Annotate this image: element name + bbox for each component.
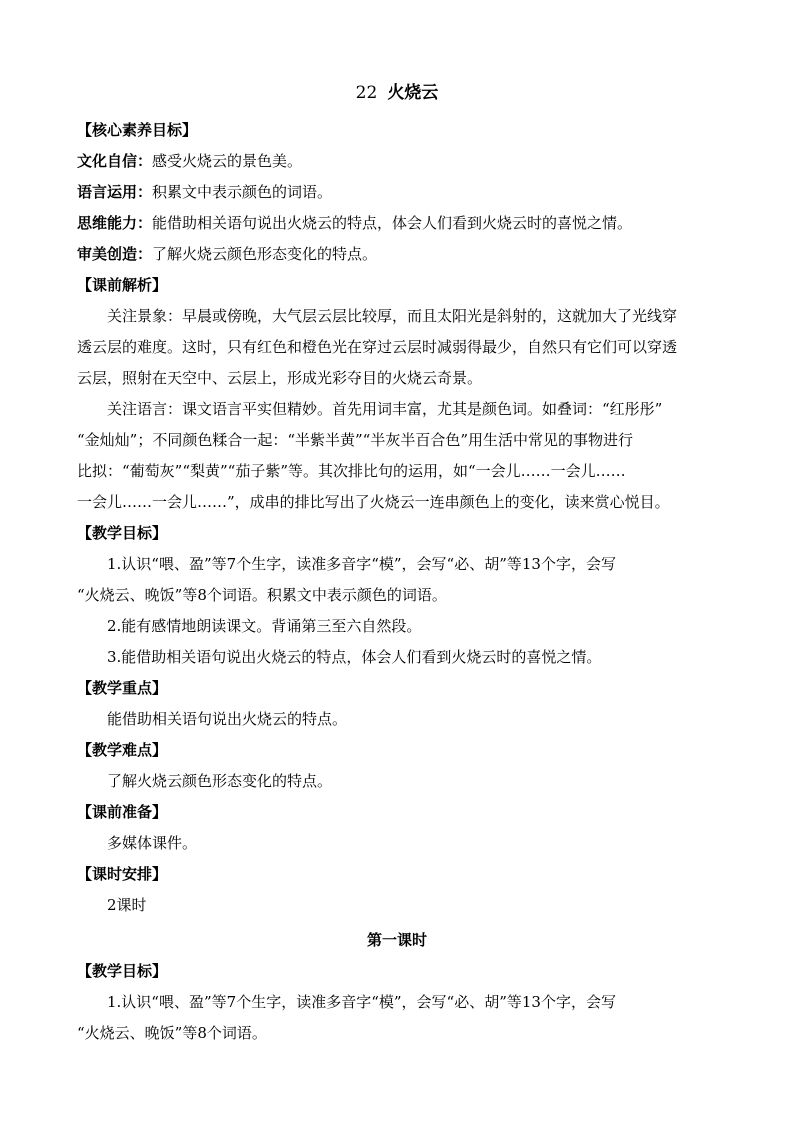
section-header-key-points: 【教学重点】 (77, 679, 168, 697)
section-header-teaching-goals: 【教学目标】 (77, 524, 168, 542)
page-title (0, 78, 794, 108)
section-header-pre-analysis: 【课前解析】 (77, 276, 168, 294)
preparation-text: 多媒体课件。 (107, 834, 198, 852)
section-header-core-goals: 【核心素养目标】 (77, 121, 198, 139)
lesson-title: 第一课时 (366, 931, 427, 949)
goal-language (77, 177, 717, 207)
teaching-goal-3: 3.能借助相关语句说出火烧云的特点，体会人们看到火烧云时的喜悦之情。 (107, 648, 602, 666)
key-points-text: 能借助相关语句说出火烧云的特点。 (107, 710, 348, 728)
paragraph-line: 比拟：“葡萄灰”“梨黄”“茄子紫”等。其次排比句的运用，如“一会儿……一会儿…… (77, 462, 626, 480)
goal-aesthetic (77, 239, 717, 269)
goal-label: 文化自信： (77, 152, 153, 170)
paragraph-line: 关注语言：课文语言平实但精妙。首先用词丰富，尤其是颜色词。如叠词：“红彤彤” (107, 400, 663, 418)
paragraph-line: “金灿灿”；不同颜色糅合一起：“半紫半黄”“半灰半百合色”用生活中常见的事物进行 (77, 431, 634, 449)
section-header-lesson-goals: 【教学目标】 (77, 962, 168, 980)
teaching-goal-1-cont: “火烧云、晚饭”等8个词语。积累文中表示颜色的词语。 (77, 586, 447, 604)
teaching-goal-1: 1.认识“喂、盈”等7个生字，读准多音字“模”，会写“必、胡”等13个字，会写 (107, 555, 616, 573)
goal-text: 感受火烧云的景色美。 (152, 152, 303, 170)
paragraph-line: 云层，照射在天空中、云层上，形成光彩夺目的火烧云奇景。 (77, 369, 483, 387)
goal-cultural (77, 146, 717, 176)
difficulties-text: 了解火烧云颜色形态变化的特点。 (107, 772, 333, 790)
title-number: 22 (355, 83, 378, 103)
goal-label: 思维能力： (77, 214, 153, 232)
paragraph-line: 一会儿……一会儿……”，成串的排比写出了火烧云一连串颜色上的变化，读来赏心悦目。 (77, 493, 670, 511)
schedule-text: 2课时 (107, 896, 147, 914)
goal-thinking (77, 208, 717, 238)
section-header-difficulties: 【教学难点】 (77, 741, 168, 759)
paragraph-line: 透云层的难度。这时，只有红色和橙色光在穿过云层时减弱得最少，自然只有它们可以穿透 (77, 338, 678, 356)
lesson-goal-1: 1.认识“喂、盈”等7个生字，读准多音字“模”，会写“必、胡”等13个字，会写 (107, 993, 616, 1011)
goal-text: 了解火烧云颜色形态变化的特点。 (152, 245, 378, 263)
paragraph-line: 关注景象：早晨或傍晚，大气层云层比较厚，而且太阳光是斜射的，这就加大了光线穿 (107, 307, 678, 325)
title-text: 火烧云 (387, 83, 439, 103)
goal-label: 审美创造： (77, 245, 153, 263)
lesson-goal-1-cont: “火烧云、晚饭”等8个词语。 (77, 1024, 267, 1042)
section-header-preparation: 【课前准备】 (77, 803, 168, 821)
section-header-schedule: 【课时安排】 (77, 865, 168, 883)
goal-text: 积累文中表示颜色的词语。 (152, 183, 333, 201)
goal-label: 语言运用： (77, 183, 153, 201)
goal-text: 能借助相关语句说出火烧云的特点，体会人们看到火烧云时的喜悦之情。 (152, 214, 633, 232)
teaching-goal-2: 2.能有感情地朗读课文。背诵第三至六自然段。 (107, 617, 422, 635)
